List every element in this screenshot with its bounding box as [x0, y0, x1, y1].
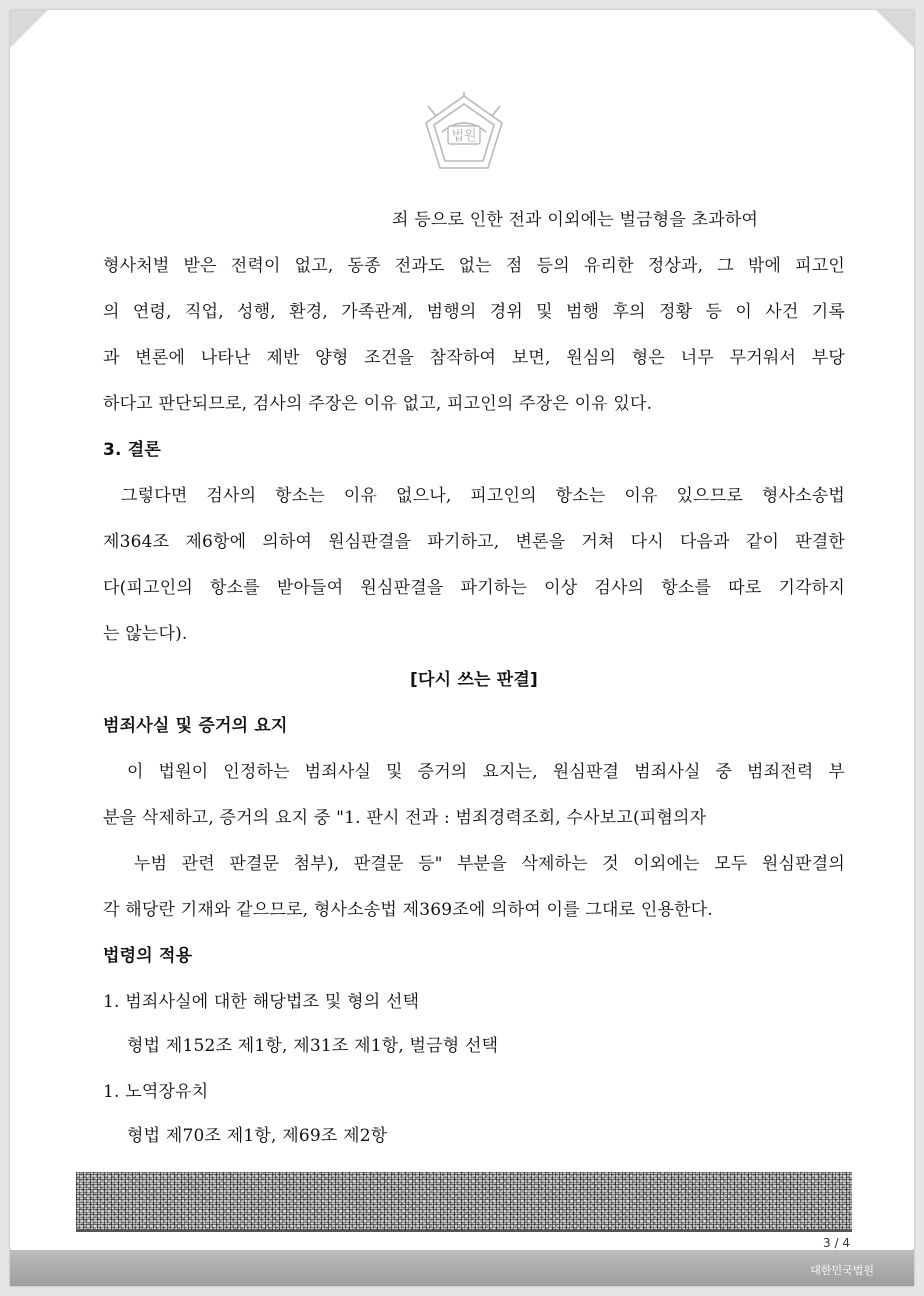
- document-page: [10, 10, 914, 1286]
- section-heading-rejudgment: [다시 쓰는 판결]: [410, 670, 538, 690]
- paragraph-line: 죄 등으로 인한 전과 이외에는 벌금형을 초과하여: [392, 210, 759, 230]
- section-heading-facts: 범죄사실 및 증거의 요지: [103, 716, 288, 736]
- paragraph-line: 과 변론에 나타난 제반 양형 조건을 참작하여 보면, 원심의 형은 너무 무거워서 부당: [103, 348, 845, 368]
- paragraph-line: 제364조 제6항에 의하여 원심판결을 파기하고, 변론을 거쳐 다시 다음과 같이 판결한: [103, 532, 845, 552]
- paragraph-line: 분을 삭제하고, 증거의 요지 중 "1. 판시 전과 : 범죄경력조회, 수사보고(피혐의자: [103, 808, 707, 828]
- paragraph-line: 그렇다면 검사의 항소는 이유 없으나, 피고인의 항소는 이유 있으므로 형사소송법: [121, 486, 845, 506]
- paragraph-line: 다(피고인의 항소를 받아들여 원심판결을 파기하는 이상 검사의 항소를 따로 기각하지: [103, 578, 845, 598]
- paragraph-line: 형사처벌 받은 전력이 없고, 동종 전과도 없는 점 등의 유리한 정상과, 그 밖에 피고인: [103, 256, 845, 276]
- law-item-title: 1. 노역장유치: [103, 1082, 209, 1102]
- law-item-detail: 형법 제70조 제1항, 제69조 제2항: [127, 1126, 388, 1146]
- paragraph-line: 각 해당란 기재와 같으므로, 형사소송법 제369조에 의하여 이를 그대로 인용한다.: [103, 900, 713, 920]
- paragraph-line: 의 연령, 직업, 성행, 환경, 가족관계, 범행의 경위 및 범행 후의 정황 등 이 사건 기록: [103, 302, 845, 322]
- paragraph-line: 이 법원이 인정하는 범죄사실 및 증거의 요지는, 원심판결 범죄사실 중 범죄전력 부: [127, 762, 845, 782]
- court-name-label: 대한민국법원: [810, 1264, 874, 1277]
- section-heading-conclusion: 3. 결론: [103, 440, 162, 460]
- section-heading-law: 법령의 적용: [103, 946, 193, 966]
- law-item-title: 1. 범죄사실에 대한 해당법조 및 형의 선택: [103, 992, 420, 1012]
- page-number: 3 / 4: [823, 1236, 850, 1250]
- paragraph-line: 는 않는다).: [103, 624, 188, 644]
- paragraph-line: 하다고 판단되므로, 검사의 주장은 이유 없고, 피고인의 주장은 이유 있다.: [103, 394, 653, 414]
- paragraph-line: 누범 관련 판결문 첨부), 판결문 등" 부분을 삭제하는 것 이외에는 모두 원심판결의: [134, 854, 845, 874]
- court-seal-icon: [422, 92, 506, 174]
- page-corner-fold: [10, 10, 48, 48]
- seal-text: 법원: [451, 129, 477, 144]
- page-corner-fold: [876, 10, 914, 48]
- law-item-detail: 형법 제152조 제1항, 제31조 제1항, 벌금형 선택: [127, 1036, 499, 1056]
- footer-bar: [10, 1250, 914, 1286]
- document-barcode: [76, 1172, 852, 1232]
